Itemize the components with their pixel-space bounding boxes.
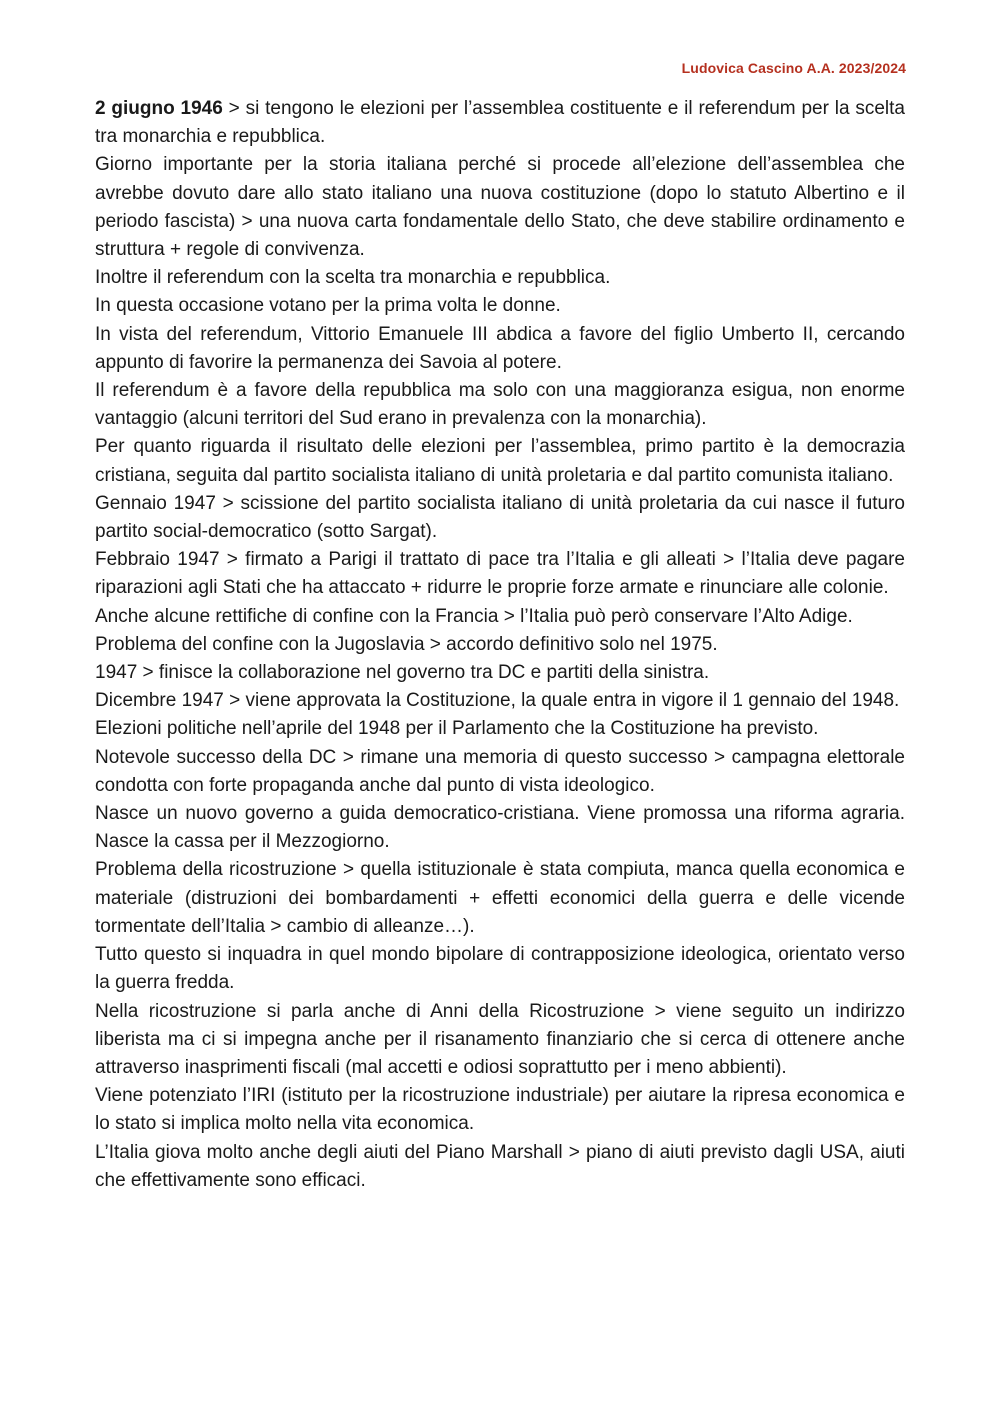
paragraph-text: Tutto questo si inquadra in quel mondo bipolare di contrapposizione ideologica, orientato verso la guerra fredda. [95, 944, 905, 994]
paragraph [95, 321, 905, 377]
paragraph [95, 998, 905, 1083]
paragraph-text: Per quanto riguarda il risultato delle elezioni per l’assemblea, primo partito è la democrazia cristiana, seguita dal partito socialista italiano di unità proletaria e dal partito comunista italiano. [95, 436, 905, 486]
paragraph [95, 292, 905, 320]
paragraph-text: Dicembre 1947 > viene approvata la Costituzione, la quale entra in vigore il 1 gennaio del 1948. [95, 690, 900, 712]
paragraph [95, 490, 905, 546]
paragraph [95, 603, 905, 631]
paragraph-text: In vista del referendum, Vittorio Emanuele III abdica a favore del figlio Umberto II, cercando appunto di favorire la permanenza dei Savoia al potere. [95, 323, 905, 373]
paragraph [95, 1139, 905, 1195]
paragraph-text: Elezioni politiche nell’aprile del 1948 per il Parlamento che la Costituzione ha previsto. [95, 718, 819, 740]
paragraph [95, 377, 905, 433]
paragraph-text: Nasce un nuovo governo a guida democratico-cristiana. Viene promossa una riforma agraria. Nasce la cassa per il Mezzogiorno. [95, 803, 905, 853]
paragraph-text: 1947 > finisce la collaborazione nel governo tra DC e partiti della sinistra. [95, 662, 710, 684]
paragraph [95, 687, 905, 715]
document-body [95, 95, 905, 1195]
paragraph-text: Gennaio 1947 > scissione del partito socialista italiano di unità proletaria da cui nasce il futuro partito social-democratico (sotto Sargat). [95, 492, 905, 543]
paragraph-text: In questa occasione votano per la prima volta le donne. [95, 295, 561, 317]
paragraph-text: Problema della ricostruzione > quella istituzionale è stata compiuta, manca quella economica e materiale (distruzioni dei bombardamenti + effetti economici della guerra e delle vicende tormentate dell’Italia > cambio di alleanze…). [95, 859, 905, 937]
paragraph [95, 800, 905, 856]
paragraph-text: > si tengono le elezioni per l’assemblea costituente e il referendum per la scelta tra monarchia e repubblica. [95, 98, 905, 148]
paragraph [95, 856, 905, 941]
paragraph-text: Viene potenziato l’IRI (istituto per la ricostruzione industriale) per aiutare la ripresa economica e lo stato si implica molto nella vita economica. [95, 1085, 905, 1135]
paragraph [95, 631, 905, 659]
paragraph [95, 715, 905, 743]
paragraph-text: Il referendum è a favore della repubblica ma solo con una maggioranza esigua, non enorme vantaggio (alcuni territori del Sud erano in prevalenza con la monarchia). [95, 380, 905, 430]
paragraph-text: Febbraio 1947 > firmato a Parigi il trattato di pace tra l’Italia e gli alleati > l’Italia deve pagare riparazioni agli Stati che ha attaccato + ridurre le proprie forze armate e rinunciare alle colonie. [95, 549, 905, 599]
paragraph [95, 151, 905, 264]
paragraph-text: Inoltre il referendum con la scelta tra monarchia e repubblica. [95, 267, 611, 289]
paragraph [95, 1082, 905, 1138]
paragraph-text: Notevole successo della DC > rimane una memoria di questo successo > campagna elettorale condotta con forte propaganda anche dal punto di vista ideologico. [95, 746, 905, 796]
paragraph [95, 659, 905, 687]
paragraph [95, 95, 905, 151]
paragraph [95, 264, 905, 292]
paragraph [95, 433, 905, 489]
paragraph [95, 941, 905, 997]
paragraph-text: L’Italia giova molto anche degli aiuti del Piano Marshall > piano di aiuti previsto dagli USA, aiuti che effettivamente sono efficaci. [95, 1141, 905, 1191]
paragraph-text: Anche alcune rettifiche di confine con la Francia > l’Italia può però conservare l’Alto Adige. [95, 605, 853, 627]
paragraph-text: Nella ricostruzione si parla anche di Anni della Ricostruzione > viene seguito un indirizzo liberista ma ci si impegna anche per il risanamento finanziario che si cerca di ottenere anche attraverso inasprimenti fiscali (mal accetti e odiosi soprattutto per i meno abbienti). [95, 1000, 905, 1078]
page-header-author: Ludovica Cascino A.A. 2023/2024 [681, 60, 906, 76]
paragraph [95, 744, 905, 800]
paragraph [95, 546, 905, 602]
paragraph-text: Problema del confine con la Jugoslavia > accordo definitivo solo nel 1975. [95, 633, 718, 655]
paragraph-bold-lead: 2 giugno 1946 [95, 98, 223, 119]
paragraph-text: Giorno importante per la storia italiana perché si procede all’elezione dell’assemblea che avrebbe dovuto dare allo stato italiano una nuova costituzione (dopo lo statuto Albertino e il periodo fascista) > una nuova carta fondamentale dello Stato, che deve stabilire ordinamento e struttura + regole di convivenza. [95, 154, 905, 261]
